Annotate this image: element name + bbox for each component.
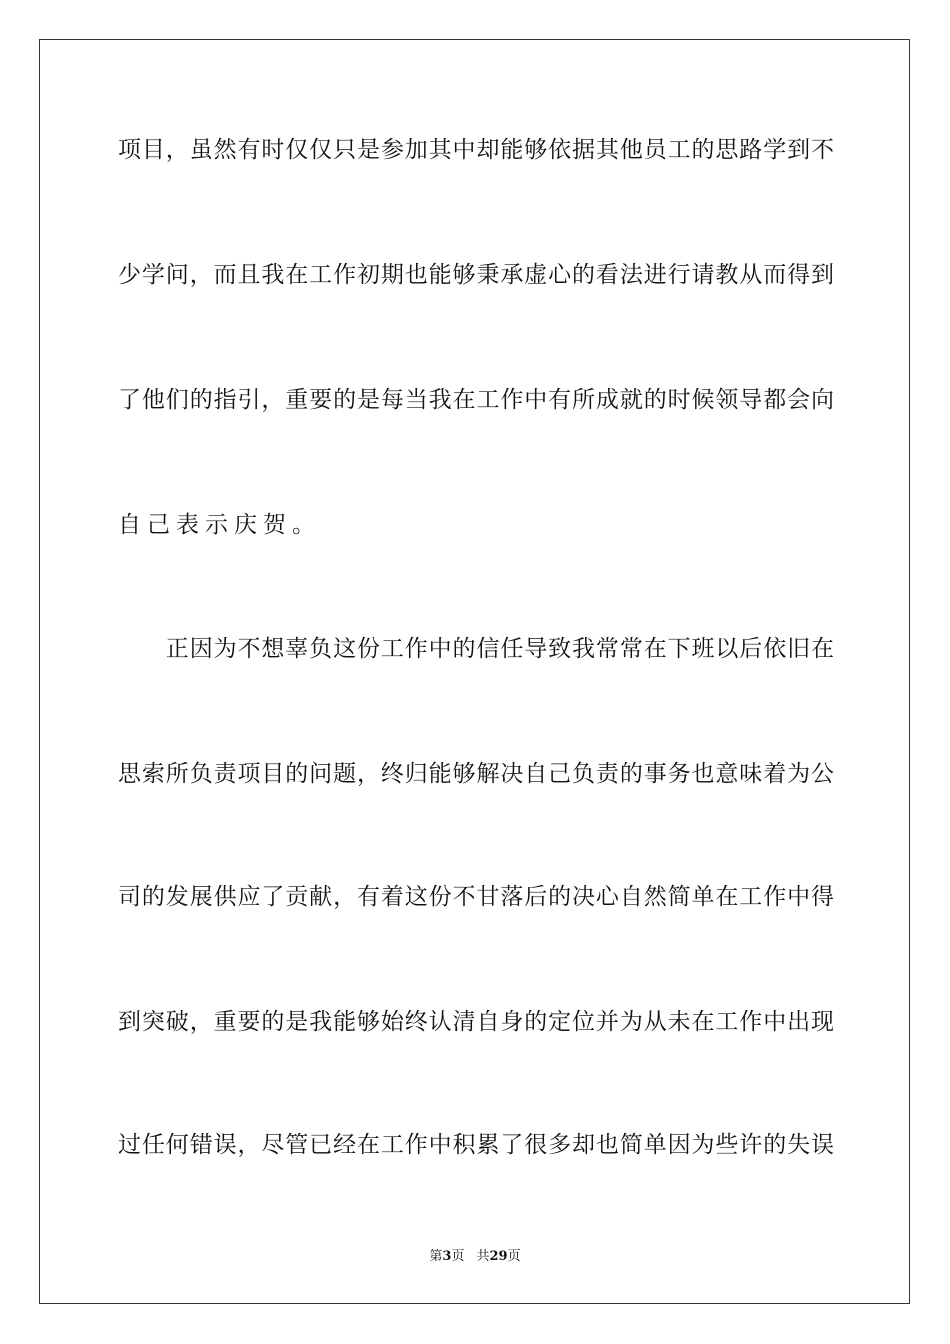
page-footer [0,1245,950,1264]
paragraph-line-6: 思索所负责项目的问题，终归能够解决自己负责的事务也意味着为公 [118,761,834,787]
total-prefix: 共 [476,1249,490,1264]
page-number: 3 [442,1249,452,1264]
paragraph-line-3: 了他们的指引，重要的是每当我在工作中有所成就的时候领导都会向 [118,387,834,413]
page-prefix: 第 [429,1249,443,1264]
page-suffix: 页 [451,1249,465,1264]
paragraph-line-5: 正因为不想辜负这份工作中的信任导致我常常在下班以后依旧在 [118,636,834,662]
paragraph-line-8: 到突破，重要的是我能够始终认清自身的定位并为从未在工作中出现 [118,1009,834,1035]
total-pages: 29 [489,1249,508,1264]
paragraph-line-7: 司的发展供应了贡献，有着这份不甘落后的决心自然简单在工作中得 [118,884,834,910]
paragraph-line-9: 过任何错误，尽管已经在工作中积累了很多却也简单因为些许的失误 [118,1132,834,1158]
page-border [39,39,910,1304]
paragraph-line-1: 项目，虽然有时仅仅只是参加其中却能够依据其他员工的思路学到不 [118,137,834,163]
paragraph-line-2: 少学问，而且我在工作初期也能够秉承虚心的看法进行请教从而得到 [118,262,834,288]
total-suffix: 页 [507,1249,521,1264]
paragraph-line-4: 自己表示庆贺。 [118,512,321,538]
